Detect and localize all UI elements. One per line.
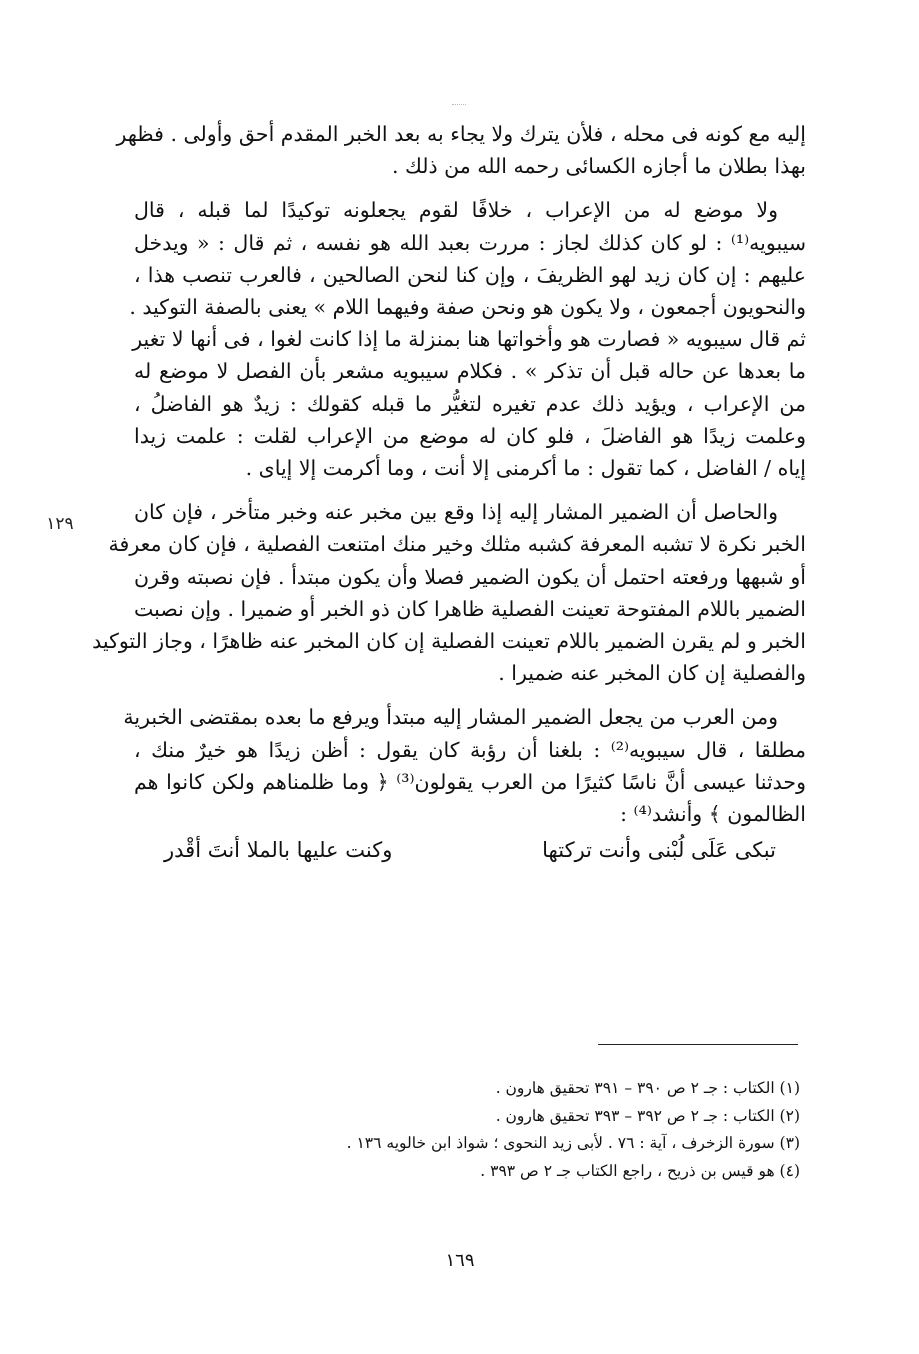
- footnote-4: (٤) هو قيس بن ذريح ، راجع الكتاب جـ ٢ ص ٣٩٣ .: [480, 1161, 800, 1180]
- text-line: الظالمون ﴾ وأنشد⁽⁴⁾ :: [620, 802, 806, 827]
- text-line: الخبر و لم يقرن الضمير باللام تعينت الفصلية إن كان المخبر عنه ظاهرًا ، وجاز التوكيد: [92, 629, 806, 654]
- text-line: الخبر نكرة لا تشبه المعرفة كشبه مثلك وخير منك امتنعت الفصلية ، فإن كان معرفة: [108, 532, 806, 557]
- text-line: عليهم : إن كان زيد لهو الظريفَ ، وإن كنا لنحن الصالحين ، فالعرب تنصب هذا ،: [134, 262, 806, 287]
- margin-page-reference: ١٢٩: [46, 514, 74, 534]
- page-number: ١٦٩: [445, 1250, 475, 1271]
- text-line: وعلمت زيدًا هو الفاضلَ ، فلو كان له موضع من الإعراب لقلت : علمت زيدا: [134, 423, 806, 448]
- text-line: والفصلية إن كان المخبر عنه ضميرا .: [498, 661, 806, 686]
- poetry-verse: [134, 834, 806, 866]
- main-text: [92, 118, 806, 866]
- paragraph-2: [129, 194, 806, 484]
- text-line: مطلقا ، قال سيبويه⁽²⁾ : بلغنا أن رؤبة كان يقول : أظن زيدًا هو خيرٌ منك ،: [134, 737, 806, 762]
- footnote-3: (٣) سورة الزخرف ، آية : ٧٦ . لأبى زيد النحوى ؛ شواذ ابن خالويه ١٣٦ .: [346, 1134, 800, 1152]
- text-line: أو شبهها ورفعته احتمل أن يكون الضمير فصلا وأن يكون مبتدأ . فإن نصبته وقرن: [134, 564, 806, 589]
- text-line: إياه / الفاضل ، كما تقول : ما أكرمنى إلا أنت ، وما أكرمت إلا إياى .: [245, 456, 806, 481]
- text-line: ما بعدها عن حاله قبل أن تذكر » . فكلام سيبويه مشعر بأن الفصل لا موضع له: [134, 359, 806, 384]
- text-line: بهذا بطلان ما أجازه الكسائى رحمه الله من ذلك .: [391, 154, 806, 179]
- text-line: ولا موضع له من الإعراب ، خلافًا لقوم يجعلونه توكيدًا لما قبله ، قال: [134, 198, 778, 223]
- text-line: وحدثنا عيسى أنَّ ناسًا كثيرًا من العرب يقولون⁽³⁾ ﴿ وما ظلمناهم ولكن كانوا هم: [134, 769, 806, 794]
- scan-speck: [452, 104, 466, 105]
- text-line: ومن العرب من يجعل الضمير المشار إليه مبتدأ ويرفع ما بعده بمقتضى الخبرية: [123, 705, 778, 730]
- text-line: سيبويه⁽¹⁾ : لو كان كذلك لجاز : مررت بعبد الله هو نفسه ، ثم قال : « ويدخل: [134, 230, 806, 255]
- paragraph-1: [116, 118, 806, 182]
- footnotes: [300, 1075, 800, 1185]
- text-line: الضمير باللام المفتوحة تعينت الفصلية ظاهرا كان ذو الخبر أو ضميرا . وإن نصبت: [134, 596, 806, 621]
- verse-hemistich-second: وكنت عليها بالملا أنتَ أقْدر: [164, 838, 393, 863]
- text-line: إليه مع كونه فى محله ، فلأن يترك ولا يجاء به بعد الخبر المقدم أحق وأولى . فظهر: [116, 122, 806, 146]
- verse-hemistich-first: تبكى عَلَى لُبْنى وأنت تركتها: [542, 838, 776, 863]
- footnote-2: (٢) الكتاب : جـ ٢ ص ٣٩٢ – ٣٩٣ تحقيق هارون .: [495, 1106, 800, 1125]
- text-line: والحاصل أن الضمير المشار إليه إذا وقع بين مخبر عنه وخبر متأخر ، فإن كان: [134, 500, 778, 525]
- text-line: ثم قال سيبويه « فصارت هو وأخواتها هنا بمنزلة ما إذا كانت لغوا ، فى أنها لا تغير: [132, 327, 806, 352]
- footnote-separator: [598, 1044, 798, 1045]
- paragraph-3: [92, 496, 806, 689]
- footnote-1: (١) الكتاب : جـ ٢ ص ٣٩٠ – ٣٩١ تحقيق هارون .: [495, 1079, 800, 1097]
- text-line: من الإعراب ، ويؤيد ذلك عدم تغيره لتغيُّر ما قبله كقولك : زيدٌ هو الفاضلُ ،: [134, 391, 806, 416]
- paragraph-4: [123, 701, 806, 830]
- text-line: والنحويون أجمعون ، ولا يكون هو ونحن صفة وفيهما اللام » يعنى بالصفة التوكيد .: [129, 295, 806, 320]
